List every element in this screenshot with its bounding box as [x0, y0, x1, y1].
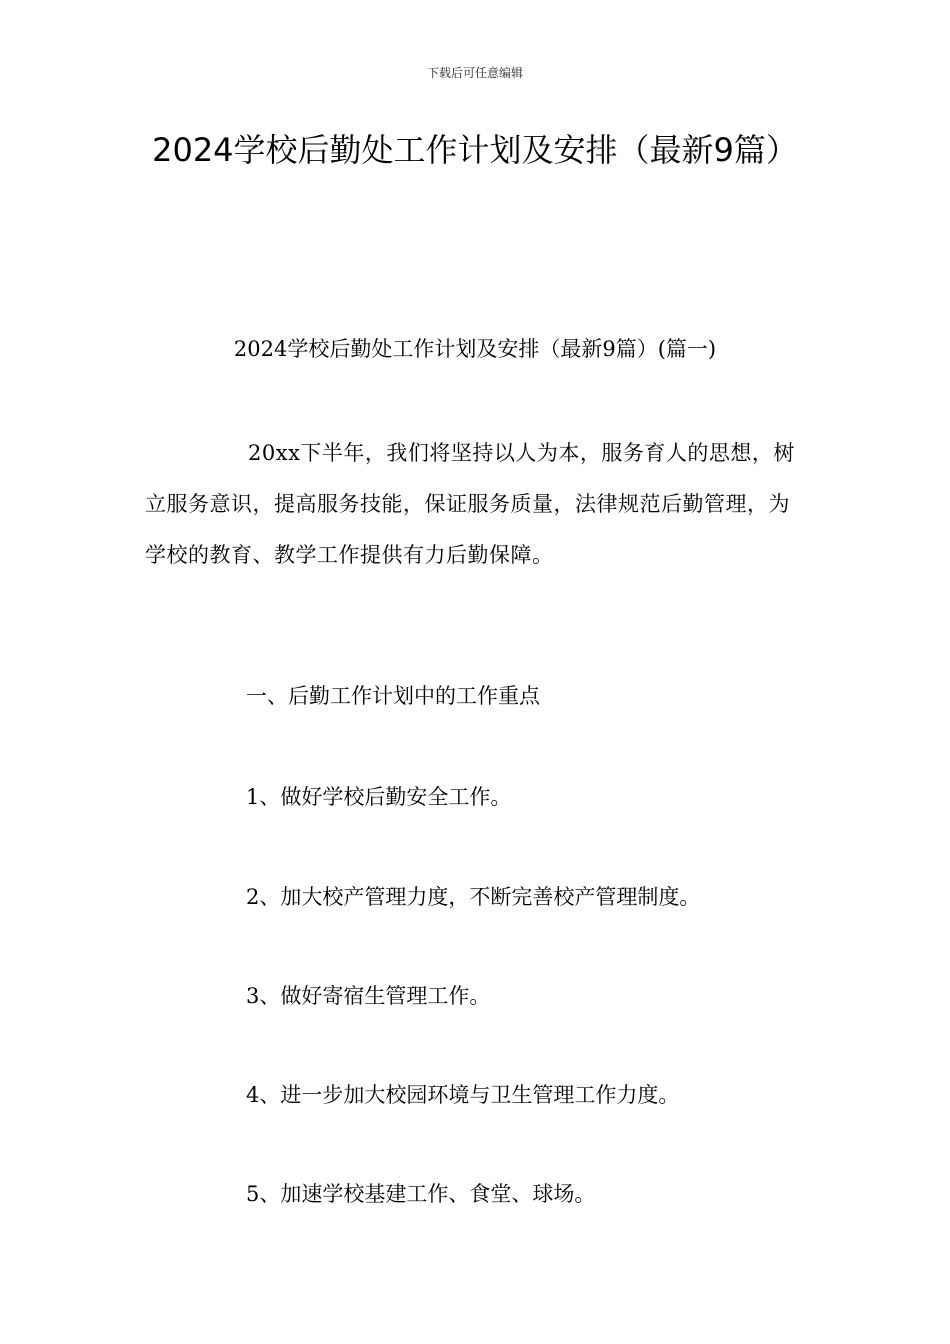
document-title: 2024学校后勤处工作计划及安排（最新9篇）	[152, 131, 798, 169]
list-item: 1、做好学校后勤安全工作。	[246, 785, 512, 809]
list-item: 2、加大校产管理力度，不断完善校产管理制度。	[246, 885, 701, 909]
list-item: 5、加速学校基建工作、食堂、球场。	[246, 1182, 596, 1206]
header-note: 下载后可任意编辑	[426, 66, 523, 80]
section-title: 2024学校后勤处工作计划及安排（最新9篇）(篇一)	[233, 337, 717, 361]
list-item: 4、进一步加大校园环境与卫生管理工作力度。	[246, 1083, 680, 1107]
intro-paragraph: 20xx下半年，我们将坚持以人为本，服务育人的思想，树立服务意识，提高服务技能，保证服务质量，法律规范后勤管理，为学校的教育、教学工作提供有力后勤保障。	[145, 441, 795, 567]
heading-work-focus: 一、后勤工作计划中的工作重点	[246, 684, 540, 708]
list-item: 3、做好寄宿生管理工作。	[246, 984, 491, 1008]
